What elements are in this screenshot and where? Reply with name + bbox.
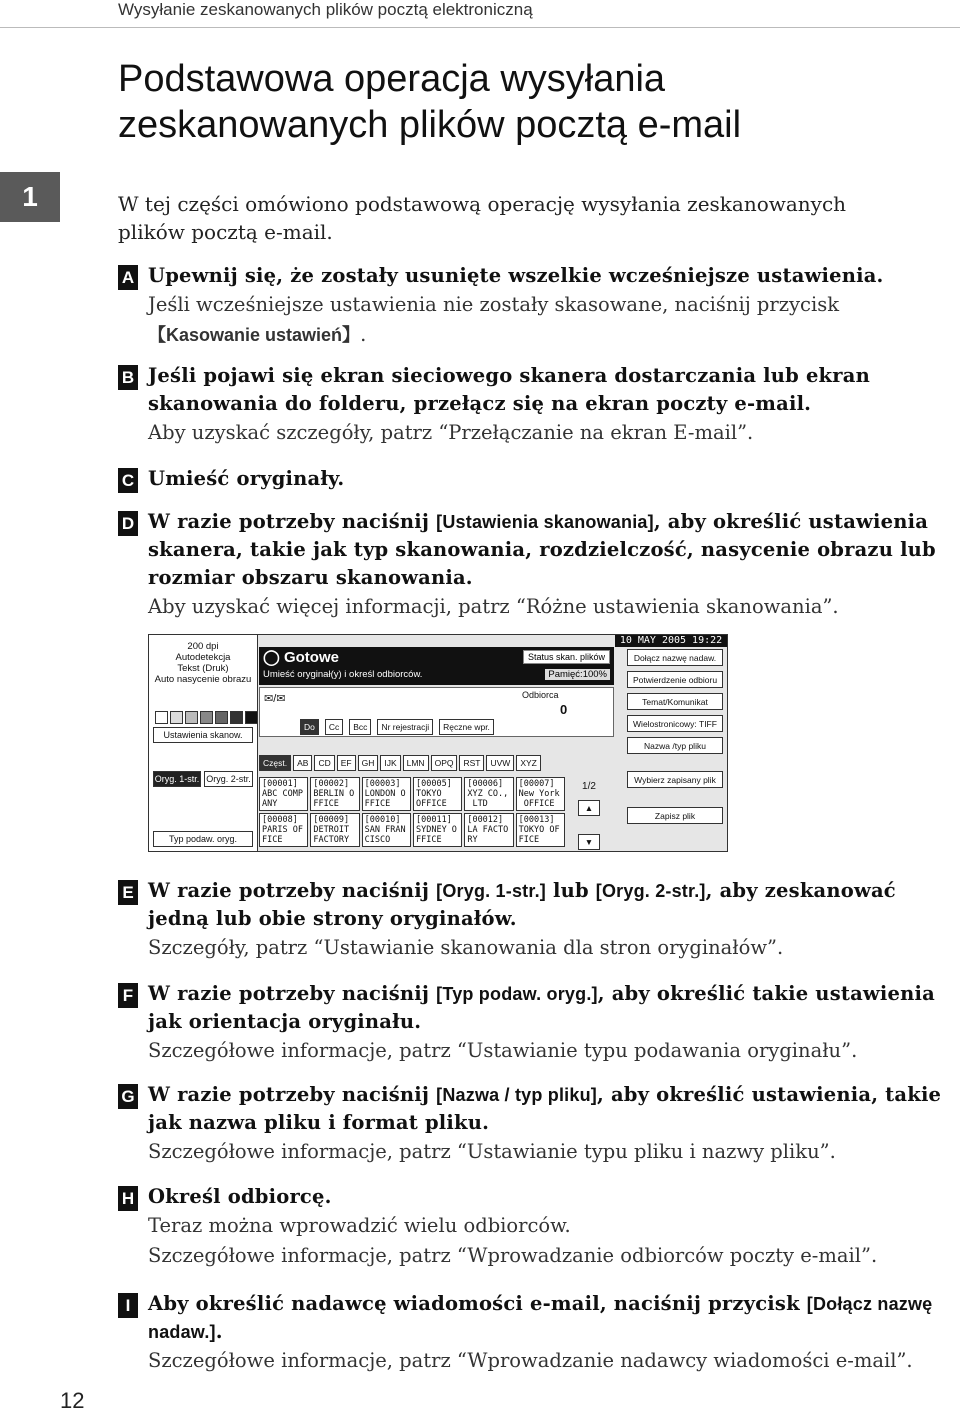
destination-entry[interactable]: [00001] ABC COMP ANY (259, 777, 308, 811)
key-label: [Ustawienia skanowania] (436, 512, 654, 532)
step-body: Jeśli wcześniejsze ustawienia nie zostały skasowane, naciśnij przycisk 【Kasowanie ustawień】. (148, 293, 840, 346)
cc-button[interactable]: Cc (325, 719, 343, 735)
scan-settings-button[interactable]: Ustawienia skanow. (153, 727, 253, 743)
alpha-tab[interactable]: OPQ (431, 755, 458, 771)
page-up-icon[interactable]: ▲ (578, 800, 600, 816)
page-nav (569, 777, 609, 850)
step-heading: W razie potrzeby naciśnij [Ustawienia skanowania], aby określić ustawienia skanera, takie jak typ skanowania, rozdzielczość, nasycenie obrazu lub rozmiar obszaru skanowania. (148, 510, 936, 589)
step-heading: Jeśli pojawi się ekran sieciowego skanera dostarczania lub ekran skanowania do folderu, przełącz się na ekran poczty e-mail. (148, 364, 870, 415)
subject-message-button[interactable]: Temat/Komunikat (627, 693, 723, 710)
oryg-1-button[interactable]: Oryg. 1-str. (153, 771, 201, 787)
step-8 (118, 1183, 948, 1271)
key-label: 【Kasowanie ustawień】 (148, 325, 361, 345)
alpha-tab[interactable]: XYZ (516, 755, 541, 771)
step-6 (118, 980, 948, 1066)
dest-buttons (300, 719, 494, 735)
page-indicator: 1/2 (582, 781, 596, 792)
key-label: [Oryg. 2-str.] (595, 881, 706, 901)
recipient-area (259, 687, 614, 737)
page-down-icon[interactable]: ▼ (578, 834, 600, 850)
scan-status-button[interactable]: Status skan. plików (523, 650, 610, 664)
step-number: B (118, 365, 138, 390)
step-body: Aby uzyskać więcej informacji, patrz “Różne ustawienia skanowania”. (148, 595, 839, 618)
step-body: Szczegółowe informacje, patrz “Wprowadzanie odbiorców poczty e-mail”. (148, 1244, 878, 1267)
step-body: Szczegółowe informacje, patrz “Ustawianie typu pliku i nazwy pliku”. (148, 1140, 836, 1163)
mode-icons[interactable]: ✉/✉ (264, 693, 286, 705)
settings-panel (149, 635, 258, 851)
step-9 (118, 1290, 948, 1376)
step-body: Szczegóły, patrz “Ustawianie skanowania dla stron oryginałów”. (148, 936, 784, 959)
sender-name-button[interactable]: Dołącz nazwę nadaw. (627, 649, 723, 666)
intro-paragraph: W tej części omówiono podstawową operację wysyłania zeskanowanych plików pocztą e-mail. (118, 192, 847, 244)
alpha-tab[interactable]: Częst. (259, 755, 291, 771)
destination-entry[interactable]: [00007] New York OFFICE (516, 777, 565, 811)
step-heading: W razie potrzeby naciśnij [Oryg. 1-str.] lub [Oryg. 2-str.], aby zeskanować jedną lub obie strony oryginałów. (148, 879, 896, 930)
destination-grid (259, 777, 565, 847)
scanner-screen (148, 634, 728, 852)
destination-entry[interactable]: [00012] LA FACTO RY (464, 813, 513, 847)
step-heading: W razie potrzeby naciśnij [Typ podaw. oryg.], aby określić takie ustawienia jak orientacja oryginału. (148, 982, 935, 1033)
destination-entry[interactable]: [00009] DETROIT FACTORY (310, 813, 359, 847)
step-number: H (118, 1186, 138, 1211)
datetime: 10 MAY 2005 19:22 (615, 635, 727, 647)
alpha-tab[interactable]: AB (293, 755, 312, 771)
page-number: 12 (60, 1388, 85, 1413)
recipient-label: Odbiorca (522, 690, 559, 700)
prompt-text: Umieść oryginał(y) i określ odbiorców. (263, 669, 423, 680)
recipient-count: 0 (560, 702, 568, 717)
right-buttons (627, 649, 723, 829)
alpha-tab[interactable]: GH (358, 755, 379, 771)
receipt-confirm-button[interactable]: Potwierdzenie odbioru (627, 671, 723, 688)
destination-entry[interactable]: [00005] TOKYO OFFICE (413, 777, 462, 811)
step-heading: Określ odbiorcę. (148, 1185, 332, 1208)
alpha-tab[interactable]: LMN (403, 755, 429, 771)
step-4 (118, 508, 948, 622)
density-swatches[interactable] (155, 711, 258, 724)
step-2 (118, 362, 948, 448)
step-heading: Umieść oryginały. (148, 467, 345, 490)
key-label: [Dołącz nazwę nadaw.] (148, 1294, 933, 1342)
step-body: Szczegółowe informacje, patrz “Wprowadzanie nadawcy wiadomości e-mail”. (148, 1349, 913, 1372)
step-heading: W razie potrzeby naciśnij [Nazwa / typ pliku], aby określić ustawienia, takie jak nazwa pliku i format pliku. (148, 1083, 942, 1134)
destination-entry[interactable]: [00010] SAN FRAN CISCO (362, 813, 411, 847)
step-heading: Aby określić nadawcę wiadomości e-mail, naciśnij przycisk [Dołącz nazwę nadaw.]. (148, 1292, 933, 1343)
key-label: [Typ podaw. oryg.] (436, 984, 598, 1004)
key-label: [Nazwa / typ pliku] (436, 1085, 597, 1105)
key-label: [Oryg. 1-str.] (436, 881, 546, 901)
alpha-tab[interactable]: EF (337, 755, 356, 771)
step-number: C (118, 468, 138, 493)
file-type-button[interactable]: Nazwa /typ pliku (627, 737, 723, 754)
destination-entry[interactable]: [00003] LONDON O FFICE (362, 777, 411, 811)
destination-entry[interactable]: [00013] TOKYO OF FICE (516, 813, 565, 847)
oryg-2-button[interactable]: Oryg. 2-str. (204, 771, 253, 787)
step-number: A (118, 265, 138, 290)
step-body: Szczegółowe informacje, patrz “Ustawianie typu podawania oryginału”. (148, 1039, 858, 1062)
destination-entry[interactable]: [00011] SYDNEY O FFICE (413, 813, 462, 847)
to-button[interactable]: Do (300, 719, 319, 735)
step-1 (118, 262, 948, 350)
step-3 (118, 465, 948, 493)
bcc-button[interactable]: Bcc (349, 719, 371, 735)
multipage-tiff-button[interactable]: Wielostronicowy: TIFF (627, 715, 723, 732)
scan-info: 200 dpi Autodetekcja Tekst (Druk) Auto nasycenie obrazu (154, 641, 252, 685)
manual-entry-button[interactable]: Ręczne wpr. (439, 719, 494, 735)
step-number: I (118, 1293, 138, 1318)
destination-entry[interactable]: [00006] XYZ CO., LTD (464, 777, 513, 811)
page-title: Podstawowa operacja wysyłania zeskanowanych plików pocztą e-mail (118, 58, 742, 146)
step-number: E (118, 880, 138, 905)
step-heading: Upewnij się, że zostały usunięte wszelkie wcześniejsze ustawienia. (148, 264, 884, 287)
alpha-tab[interactable]: RST (459, 755, 484, 771)
step-5 (118, 877, 948, 963)
step-number: F (118, 983, 138, 1008)
step-body: Teraz można wprowadzić wielu odbiorców. (148, 1214, 571, 1237)
ready-status: ◯ Gotowe (263, 649, 339, 666)
alpha-tab[interactable]: UVW (486, 755, 514, 771)
feed-type-button[interactable]: Typ podaw. oryg. (153, 831, 253, 847)
step-number: D (118, 511, 138, 536)
chapter-tab: 1 (0, 172, 60, 222)
memory-indicator: Pamięć:100% (545, 669, 610, 680)
step-7 (118, 1081, 948, 1167)
status-bar (259, 647, 614, 685)
alpha-tab[interactable]: CD (314, 755, 334, 771)
select-stored-file-button[interactable]: Wybierz zapisany plik (627, 771, 723, 788)
running-header: Wysyłanie zeskanowanych plików pocztą elektroniczną (118, 0, 533, 19)
header-rule (0, 27, 960, 28)
alpha-index (259, 755, 541, 771)
destination-entry[interactable]: [00008] PARIS OF FICE (259, 813, 308, 847)
store-file-button[interactable]: Zapisz plik (627, 807, 723, 824)
step-body: Aby uzyskać szczegóły, patrz “Przełączanie na ekran E-mail”. (148, 421, 754, 444)
step-number: G (118, 1084, 138, 1109)
main-screen (259, 647, 614, 851)
reg-no-button[interactable]: Nr rejestracji (377, 719, 433, 735)
alpha-tab[interactable]: IJK (380, 755, 400, 771)
destination-entry[interactable]: [00002] BERLIN O FFICE (310, 777, 359, 811)
